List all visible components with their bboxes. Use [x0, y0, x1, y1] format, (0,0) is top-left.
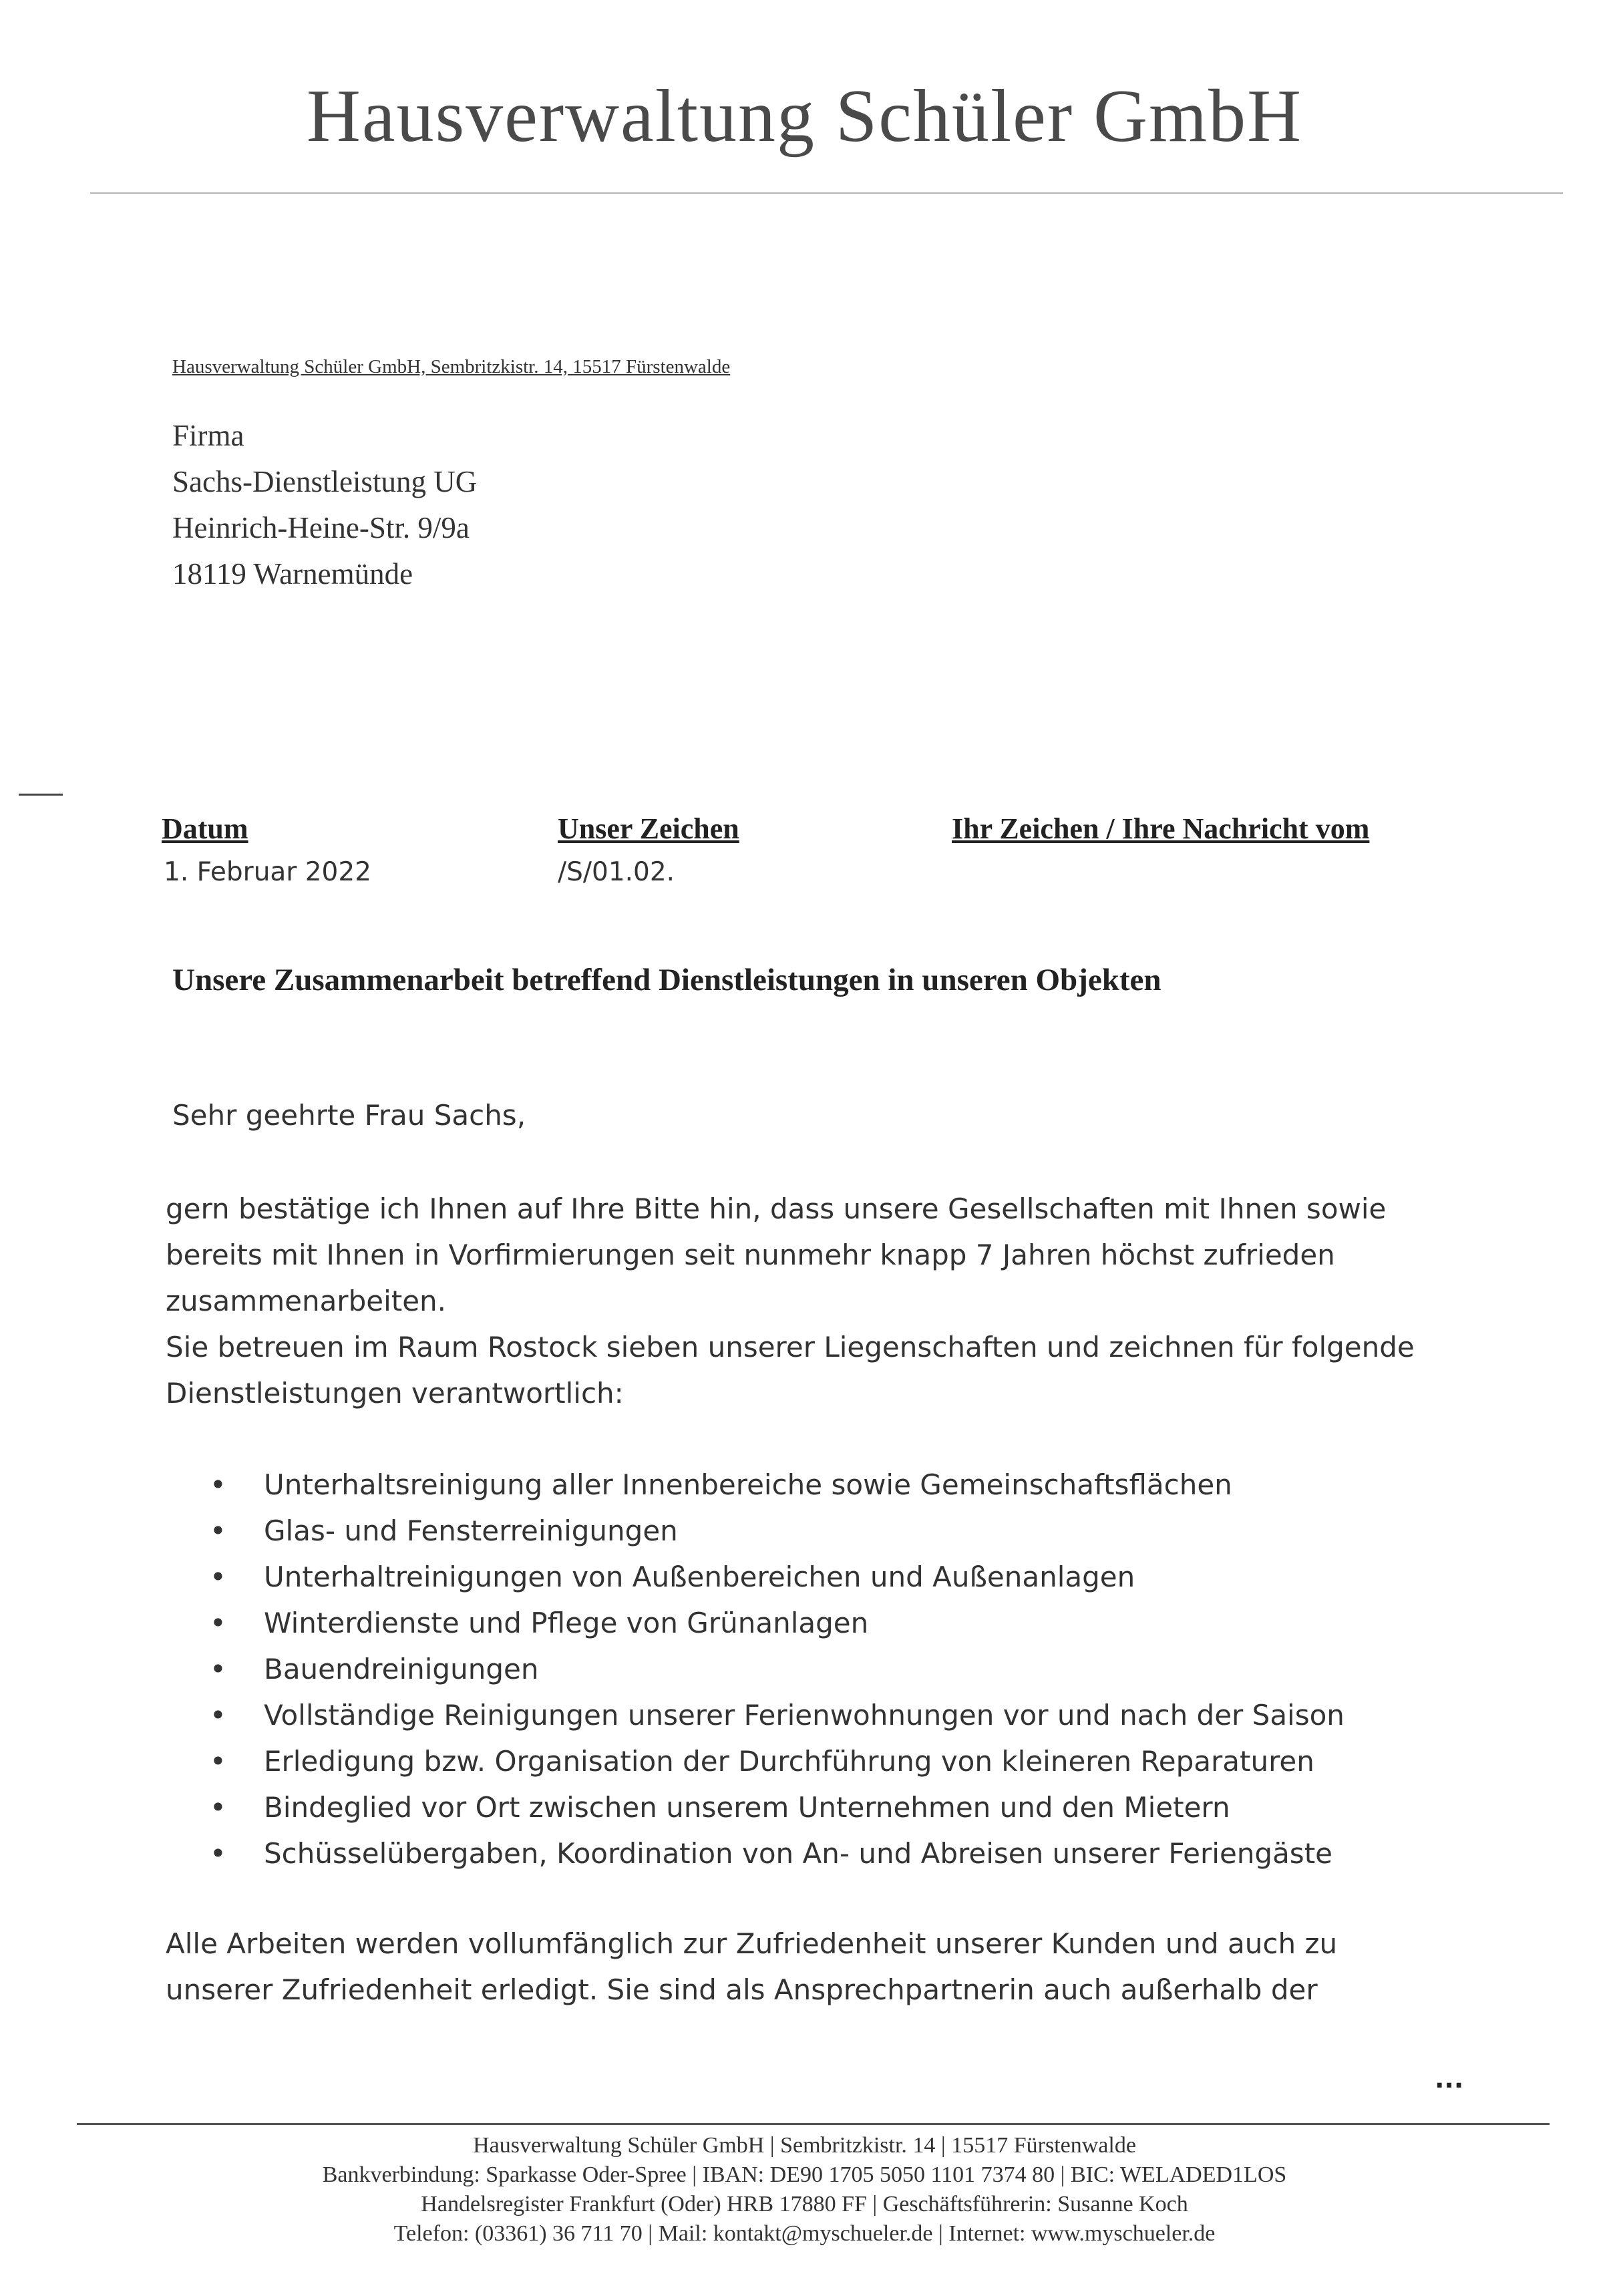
body-line: bereits mit Ihnen in Vorfirmierungen seit nunmehr knapp 7 Jahren höchst zufrieden — [166, 1239, 1335, 1271]
footer-address: Hausverwaltung Schüler GmbH | Sembritzkistr. 14 | 15517 Fürstenwalde — [473, 2133, 1136, 2158]
service-item — [200, 1784, 1345, 1830]
sender-return-address: Hausverwaltung Schüler GmbH, Sembritzkistr. 14, 15517 Fürstenwalde — [172, 356, 731, 377]
service-item — [200, 1830, 1345, 1876]
service-item-text: Unterhaltsreinigung aller Innenbereiche sowie Gemeinschaftsflächen — [264, 1468, 1232, 1501]
continuation-marker: ... — [1435, 2064, 1464, 2094]
bullet-icon: • — [210, 1561, 226, 1593]
service-item — [200, 1554, 1345, 1600]
bullet-icon: • — [210, 1468, 226, 1501]
body-line: Sie betreuen im Raum Rostock sieben unserer Liegenschaften und zeichnen für folgende — [166, 1331, 1415, 1363]
bullet-icon: • — [210, 1791, 226, 1824]
services-list — [200, 1462, 1345, 1876]
service-item — [200, 1600, 1345, 1646]
recipient-address — [172, 413, 477, 597]
footer-register: Handelsregister Frankfurt (Oder) HRB 17880 FF | Geschäftsführerin: Susanne Koch — [421, 2192, 1188, 2217]
bullet-icon: • — [210, 1745, 226, 1778]
subject-line: Unsere Zusammenarbeit betreffend Dienstleistungen in unseren Objekten — [172, 963, 1161, 997]
ihr-zeichen-label: Ihr Zeichen / Ihre Nachricht vom — [952, 812, 1370, 845]
service-item — [200, 1692, 1345, 1738]
service-item-text: Winterdienste und Pflege von Grünanlagen — [264, 1607, 869, 1639]
recipient-line: Heinrich-Heine-Str. 9/9a — [172, 511, 470, 544]
footer-divider — [77, 2123, 1550, 2125]
letterhead-company-name: Hausverwaltung Schüler GmbH — [306, 75, 1303, 158]
salutation: Sehr geehrte Frau Sachs, — [172, 1099, 526, 1132]
footer-bank: Bankverbindung: Sparkasse Oder-Spree | IBAN: DE90 1705 5050 1101 7374 80 | BIC: WELADED1LOS — [322, 2162, 1287, 2187]
bullet-icon: • — [210, 1514, 226, 1547]
service-item-text: Glas- und Fensterreinigungen — [264, 1514, 678, 1547]
body-line: Alle Arbeiten werden vollumfänglich zur Zufriedenheit unserer Kunden und auch zu — [166, 1927, 1338, 1960]
service-item-text: Unterhaltreinigungen von Außenbereichen und Außenanlagen — [264, 1561, 1135, 1593]
body-line: unserer Zufriedenheit erledigt. Sie sind als Ansprechpartnerin auch außerhalb der — [166, 1973, 1318, 2006]
fold-mark — [19, 794, 63, 796]
unser-zeichen-value: /S/01.02. — [558, 857, 675, 887]
service-item — [200, 1508, 1345, 1554]
body-line: gern bestätige ich Ihnen auf Ihre Bitte hin, dass unsere Gesellschaften mit Ihnen sowie — [166, 1192, 1387, 1225]
unser-zeichen-label: Unser Zeichen — [558, 812, 739, 845]
header-divider — [90, 192, 1563, 194]
body-line: zusammenarbeiten. — [166, 1285, 447, 1317]
recipient-line: Firma — [172, 419, 244, 452]
recipient-line: 18119 Warnemünde — [172, 557, 413, 591]
service-item-text: Bauendreinigungen — [264, 1653, 539, 1685]
service-item-text: Erledigung bzw. Organisation der Durchführung von kleineren Reparaturen — [264, 1745, 1314, 1778]
body-line: Dienstleistungen verantwortlich: — [166, 1377, 624, 1410]
footer — [0, 2131, 1609, 2249]
bullet-icon: • — [210, 1837, 226, 1870]
recipient-line: Sachs-Dienstleistung UG — [172, 465, 478, 498]
service-item-text: Bindeglied vor Ort zwischen unserem Unternehmen und den Mietern — [264, 1791, 1230, 1824]
closing-paragraph — [166, 1921, 1508, 2013]
bullet-icon: • — [210, 1653, 226, 1685]
bullet-icon: • — [210, 1607, 226, 1639]
datum-value: 1. Februar 2022 — [164, 857, 371, 887]
service-item-text: Schüsselübergaben, Koordination von An- und Abreisen unserer Feriengäste — [264, 1837, 1332, 1870]
datum-label: Datum — [162, 812, 248, 845]
intro-paragraph — [166, 1186, 1508, 1416]
bullet-icon: • — [210, 1699, 226, 1732]
service-item-text: Vollständige Reinigungen unserer Ferienwohnungen vor und nach der Saison — [264, 1699, 1345, 1732]
service-item — [200, 1738, 1345, 1784]
service-item — [200, 1646, 1345, 1692]
service-item — [200, 1462, 1345, 1508]
footer-contact: Telefon: (03361) 36 711 70 | Mail: kontakt@myschueler.de | Internet: www.myschueler.de — [393, 2221, 1216, 2246]
